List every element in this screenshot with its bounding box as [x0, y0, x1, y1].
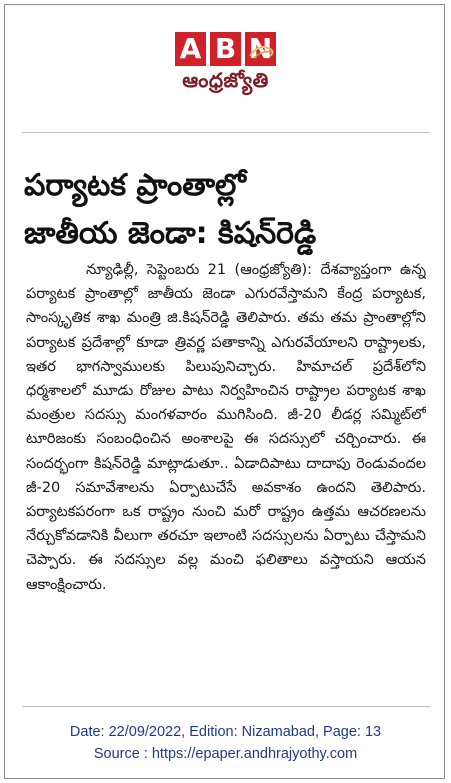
footer-date-line: Date: 22/09/2022, Edition: Nizamabad, Page: 13 — [69, 724, 382, 740]
logo-swirl-icon — [248, 42, 278, 60]
article-body-text: దేశవ్యాప్తంగా ఉన్న పర్యాటక ప్రాంతాల్లో జాతీయ జెండా ఎగురవేస్తామని కేంద్ర పర్యాటక, సాంస్కృతిక శాఖ మంత్రి జి.కిషన్‌రెడ్డి తెలిపారు. తమ తమ ప్రాంతాల్లోని పర్యాటక ప్రదేశాల్లో కూడా త్రివర్ణ పతాకాన్ని ఎగురవేయాలని రాష్ట్రాలకు, ఇతర భాగస్వాములకు పిలుపునిచ్చారు. హిమాచల్ ప్రదేశ్‌లోని ధర్మశాలలో మూడు రోజుల పాటు నిర్వహించిన రాష్ట్రాల పర్యాటక శాఖ మంత్రుల సదస్సు మంగళవారం ముగిసింది. జీ-20 లీడర్ల సమ్మిట్‌లో టూరిజంకు సంబంధించిన అంశాలపై ఈ సదస్సులో చర్చించారు. ఈ సందర్భంగా కిషన్‌రెడ్డి మాట్లాడుతూ.. ఏడాదిపాటు దాదాపు రెండువందల జీ-20 సమావేశాలను ఏర్పాటుచేసే అవకాశం ఉందని తెలిపారు. పర్యాటకపరంగా ఒక రాష్ట్రం నుంచి మరో రాష్ట్రం ఉత్తమ ఆచరణలను నేర్చుకోవడానికి వీలుగా తరచూ ఇలాంటి సదస్సులను ఏర్పాటు చేస్తామని చెప్పారు. ఈ సదస్సుల వల్ల మంచి ఫలితాలు వస్తాయని ఆయన ఆకాంక్షించారు. — [26, 262, 426, 593]
logo-subtitle: ఆంధ్రజ్యోతి — [182, 68, 269, 92]
logo-letter-a: A — [175, 32, 206, 66]
logo-letter-n: N — [245, 32, 276, 66]
article-dateline: న్యూఢిల్లీ, సెప్టెంబరు 21 (ఆంధ్రజ్యోతి): — [86, 262, 321, 278]
header-divider — [22, 132, 430, 133]
footer-source-line: Source : https://epaper.andhrajyothy.com — [93, 746, 358, 762]
abn-logo — [0, 20, 451, 97]
footer-divider — [22, 706, 430, 707]
article-body — [26, 258, 426, 700]
headline-line-1: పర్యాటక ప్రాంతాల్లో — [24, 168, 246, 203]
headline-line-2: జాతీయ జెండా: కిషన్‌రెడ్డి — [24, 216, 317, 251]
article-headline — [24, 162, 424, 258]
logo-letter-b: B — [210, 32, 241, 66]
